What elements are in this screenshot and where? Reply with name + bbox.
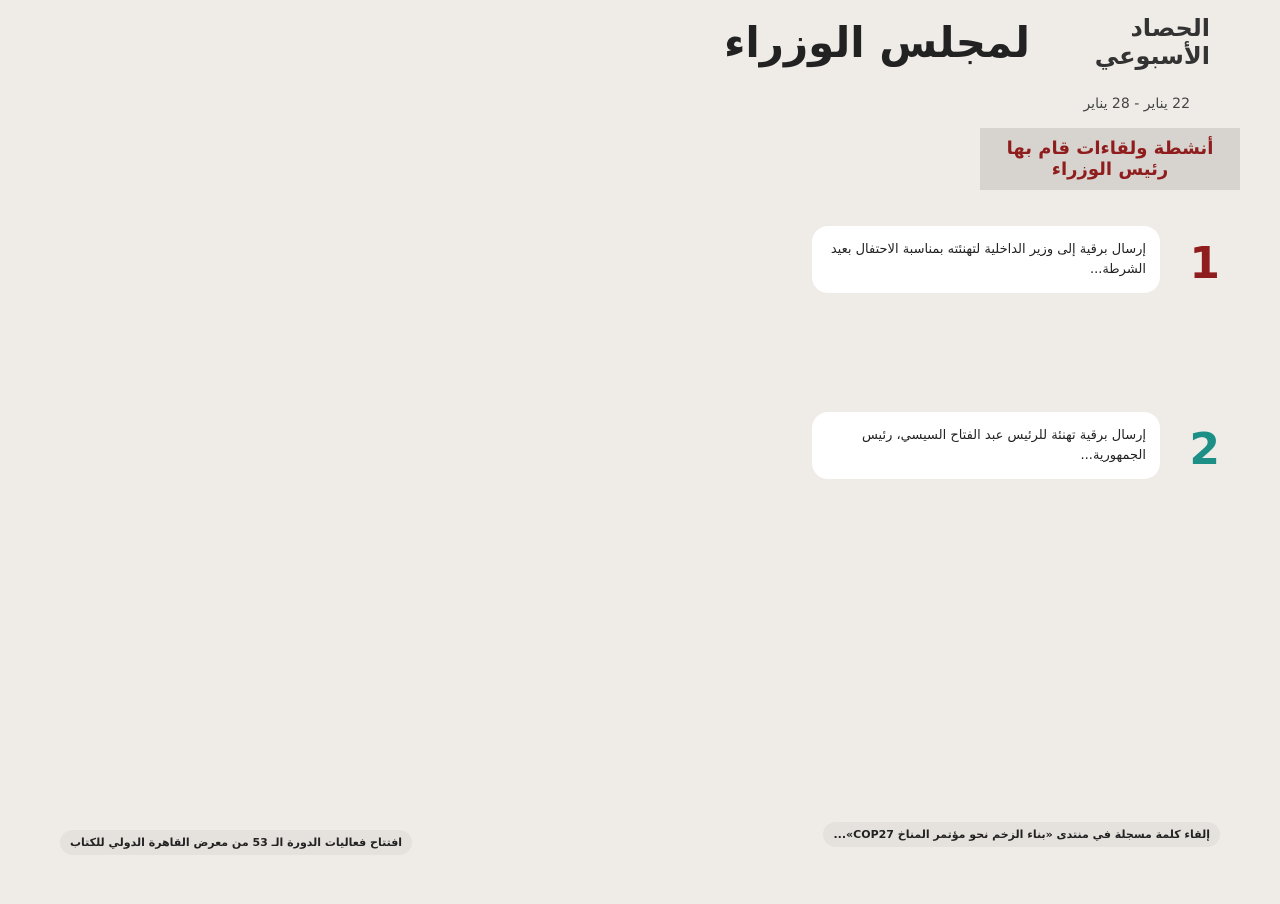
date-range: 22 يناير - 28 يناير [1083,96,1190,112]
page-subtitle: الحصاد الأسبوعي [1094,14,1210,70]
card-number-2: 2 [1189,424,1220,475]
photo-caption-left: افتتاح فعاليات الدورة الـ 53 من معرض القاهرة الدولي للكتاب [60,830,412,855]
page-title: لمجلس الوزراء [723,18,1030,67]
activity-card-1: إرسال برقية إلى وزير الداخلية لتهنئته بمناسبة الاحتفال بعيد الشرطة... [812,226,1160,293]
activity-card-2: إرسال برقية تهنئة للرئيس عبد الفتاح السيسي، رئيس الجمهورية... [812,412,1160,479]
card-number-1: 1 [1189,238,1220,289]
photo-caption-right: إلقاء كلمة مسجلة في منتدى «بناء الزخم نحو مؤتمر المناخ COP27»... [823,822,1220,847]
section-heading: أنشطة ولقاءات قام بها رئيس الوزراء [980,128,1240,190]
